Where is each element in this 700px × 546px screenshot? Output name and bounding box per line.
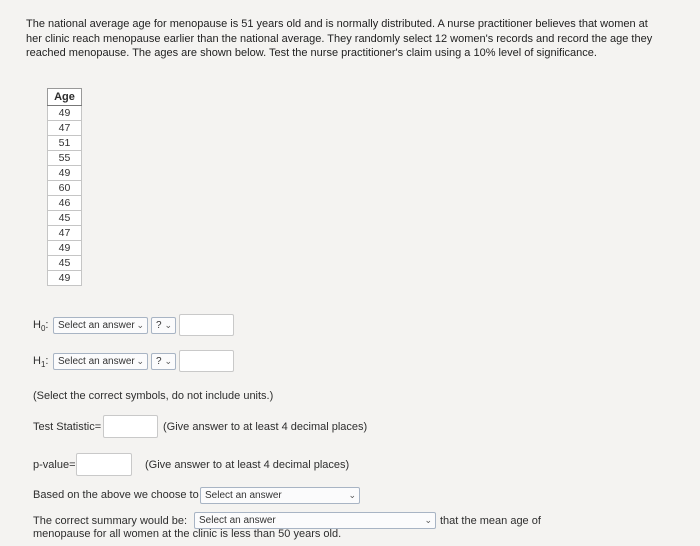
chevron-down-icon: ⌄ [424, 515, 432, 525]
table-row: 45 [48, 211, 82, 226]
h0-symbol-select-value: ? [156, 320, 162, 331]
table-row: 49 [48, 241, 82, 256]
summary-label: The correct summary would be: [33, 515, 188, 527]
h0-symbol-select[interactable] [151, 317, 176, 334]
p-value-hint: (Give answer to at least 4 decimal places) [145, 459, 350, 471]
table-row: 45 [48, 256, 82, 271]
table-row: 49 [48, 106, 82, 121]
h1-parameter-select[interactable] [53, 353, 148, 370]
age-data-table [47, 88, 82, 286]
h1-symbol-select-value: ? [156, 356, 162, 367]
h0-label [33, 319, 48, 333]
h0-parameter-select[interactable] [53, 317, 148, 334]
table-header-age: Age [48, 89, 82, 106]
chevron-down-icon: ⌄ [164, 356, 172, 366]
p-value-input[interactable] [76, 453, 132, 476]
summary-suffix: that the mean age of [440, 515, 541, 527]
table-row: 49 [48, 271, 82, 286]
table-row: 47 [48, 226, 82, 241]
h0-label-colon: : [45, 319, 49, 331]
h1-symbol-select[interactable] [151, 353, 176, 370]
h1-label [33, 355, 48, 369]
test-statistic-hint: (Give answer to at least 4 decimal places) [163, 421, 368, 433]
table-row: 60 [48, 181, 82, 196]
h0-label-sub: 0 [40, 324, 46, 334]
h0-value-input[interactable] [179, 314, 234, 336]
h1-label-sub: 1 [40, 360, 46, 370]
summary-select-value: Select an answer [199, 515, 276, 526]
test-statistic-label: Test Statistic= [33, 421, 102, 433]
table-row: 55 [48, 151, 82, 166]
summary-line2: menopause for all women at the clinic is less than 50 years old. [33, 528, 342, 540]
h1-label-colon: : [45, 355, 49, 367]
table-row: 49 [48, 166, 82, 181]
h1-value-input[interactable] [179, 350, 234, 372]
table-row: 51 [48, 136, 82, 151]
chevron-down-icon: ⌄ [164, 320, 172, 330]
chevron-down-icon: ⌄ [348, 490, 356, 500]
instruction-text: (Select the correct symbols, do not include units.) [33, 390, 274, 402]
table-row: 46 [48, 196, 82, 211]
chevron-down-icon: ⌄ [136, 320, 144, 330]
table-row: 47 [48, 121, 82, 136]
p-value-label: p-value= [33, 459, 76, 471]
h0-parameter-select-value: Select an answer [58, 320, 135, 331]
h1-label-main: H [33, 355, 41, 367]
summary-select[interactable] [194, 512, 436, 529]
decision-select-value: Select an answer [205, 490, 282, 501]
h1-parameter-select-value: Select an answer [58, 356, 135, 367]
decision-label: Based on the above we choose to [33, 489, 199, 501]
problem-statement: The national average age for menopause is 51 years old and is normally distributed. A nurse practitioner believes that women at her clinic reach menopause earlier than the national average. They randomly select 12 women's records and record the age they reached menopause. The ages are shown below. Test the nurse practitioner's claim using a 10% level of significance. [26, 18, 653, 59]
decision-select[interactable] [200, 487, 360, 504]
chevron-down-icon: ⌄ [136, 356, 144, 366]
h0-label-main: H [33, 319, 41, 331]
test-statistic-input[interactable] [103, 415, 158, 438]
